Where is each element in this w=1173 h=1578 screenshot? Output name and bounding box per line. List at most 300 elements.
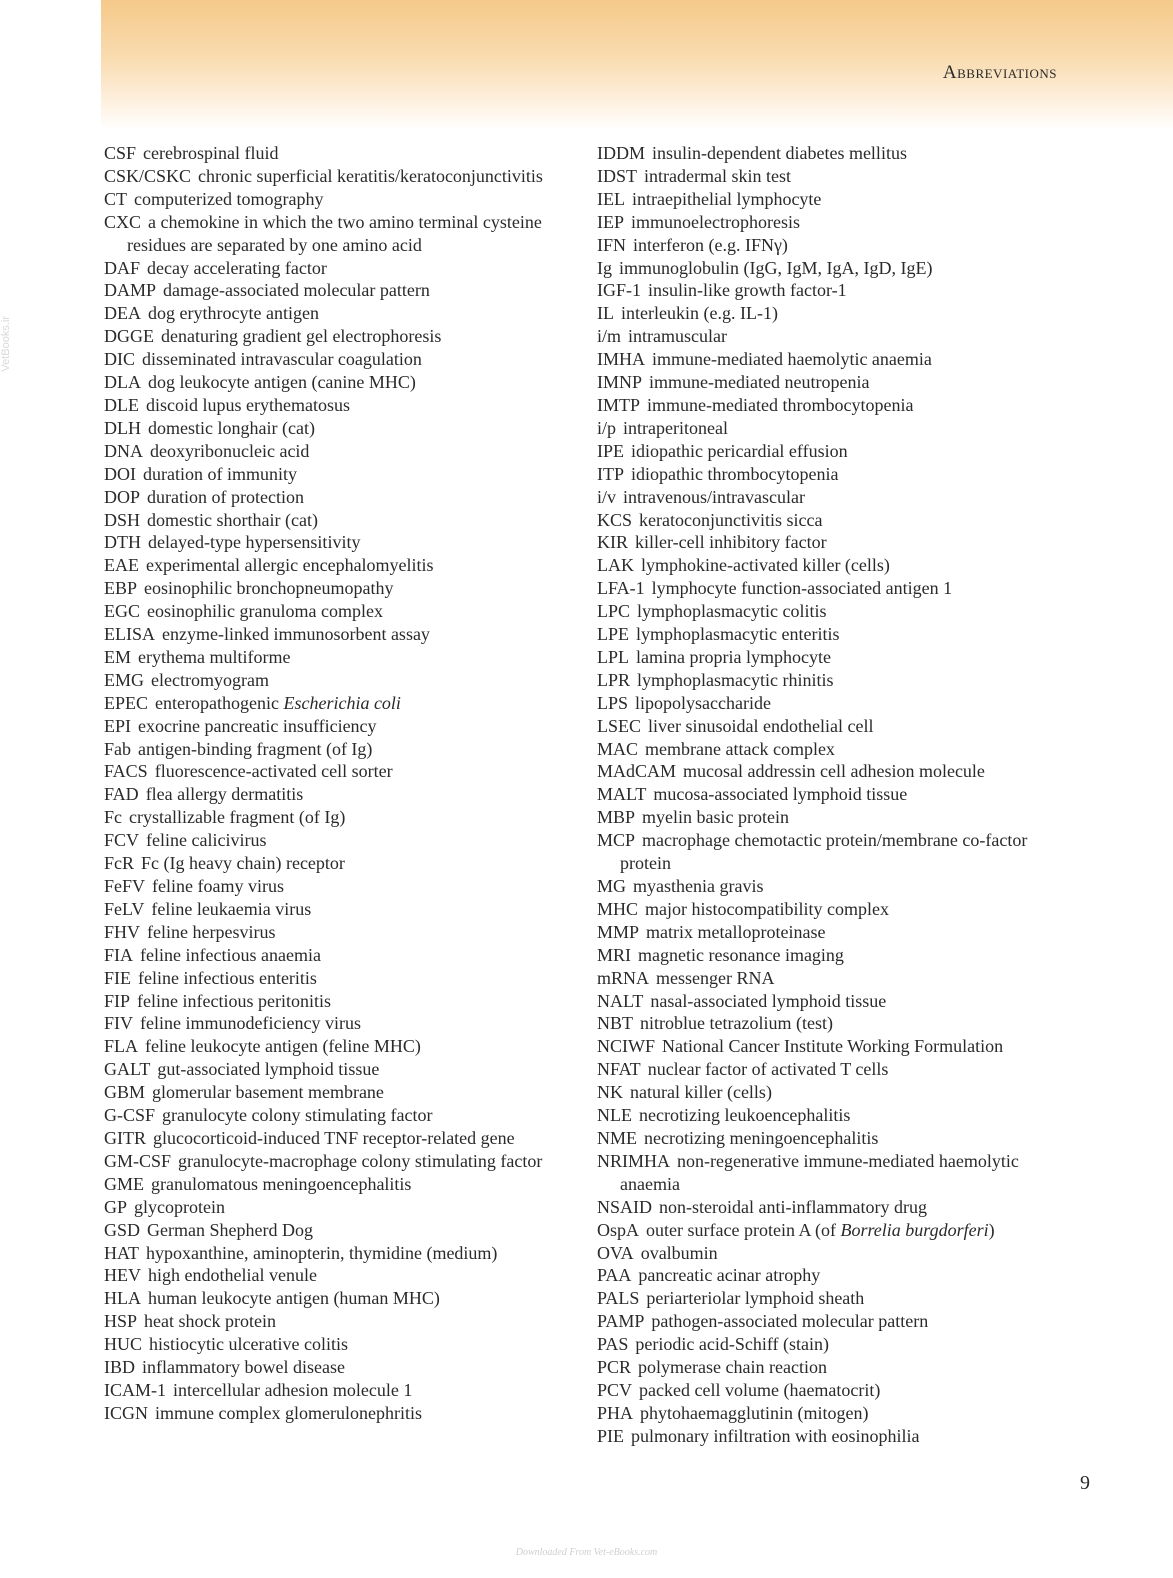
abbreviation-definition: feline infectious anaemia bbox=[140, 944, 321, 965]
abbreviation-term: Fc bbox=[104, 807, 122, 828]
abbreviation-entry bbox=[597, 1310, 1067, 1333]
abbreviation-term: NCIWF bbox=[597, 1036, 655, 1057]
abbreviation-term: DAF bbox=[104, 257, 141, 278]
abbreviation-term: GSD bbox=[104, 1219, 141, 1240]
abbreviation-definition: macrophage chemotactic protein/membrane co-factor protein bbox=[620, 830, 1028, 874]
abbreviation-term: OVA bbox=[597, 1242, 634, 1263]
abbreviation-entry bbox=[597, 1356, 1067, 1379]
abbreviation-term: PALS bbox=[597, 1288, 640, 1309]
abbreviation-definition: human leukocyte antigen (human MHC) bbox=[148, 1288, 440, 1309]
abbreviation-entry bbox=[597, 577, 1067, 600]
abbreviation-term: IL bbox=[597, 303, 614, 324]
abbreviation-definition: eosinophilic bronchopneumopathy bbox=[144, 578, 394, 599]
abbreviation-term: G-CSF bbox=[104, 1105, 156, 1126]
abbreviation-definition: gut-associated lymphoid tissue bbox=[157, 1059, 380, 1080]
abbreviation-definition: eosinophilic granuloma complex bbox=[147, 601, 383, 622]
abbreviation-entry bbox=[104, 760, 574, 783]
abbreviation-definition: idiopathic pericardial effusion bbox=[631, 440, 848, 461]
abbreviation-term: MBP bbox=[597, 807, 636, 828]
abbreviation-definition: feline infectious peritonitis bbox=[137, 990, 331, 1011]
abbreviation-entry bbox=[104, 1127, 574, 1150]
abbreviation-term: FeLV bbox=[104, 898, 145, 919]
abbreviation-definition: chronic superficial keratitis/keratoconjunctivitis bbox=[198, 165, 543, 186]
abbreviation-entry bbox=[597, 806, 1067, 829]
abbreviation-entry bbox=[104, 600, 574, 623]
abbreviation-term: EGC bbox=[104, 601, 140, 622]
abbreviation-definition: granulocyte colony stimulating factor bbox=[162, 1105, 433, 1126]
abbreviation-entry bbox=[104, 1402, 574, 1425]
abbreviation-entry bbox=[104, 142, 574, 165]
abbreviation-definition: messenger RNA bbox=[656, 967, 775, 988]
abbreviation-term: IDST bbox=[597, 165, 637, 186]
abbreviation-entry bbox=[597, 829, 1067, 875]
abbreviation-definition: lipopolysaccharide bbox=[635, 692, 771, 713]
abbreviation-entry bbox=[597, 738, 1067, 761]
abbreviation-entry bbox=[104, 257, 574, 280]
abbreviation-entry bbox=[104, 1287, 574, 1310]
abbreviation-definition: feline immunodeficiency virus bbox=[140, 1013, 361, 1034]
abbreviation-definition: histiocytic ulcerative colitis bbox=[149, 1334, 348, 1355]
abbreviation-entry bbox=[597, 509, 1067, 532]
abbreviation-term: DTH bbox=[104, 532, 141, 553]
abbreviation-entry bbox=[104, 211, 574, 257]
abbreviation-term: IGF-1 bbox=[597, 280, 641, 301]
abbreviation-definition: killer-cell inhibitory factor bbox=[635, 532, 827, 553]
abbreviation-definition: immune-mediated neutropenia bbox=[649, 372, 870, 393]
abbreviation-term: GME bbox=[104, 1173, 144, 1194]
abbreviation-definition: nasal-associated lymphoid tissue bbox=[650, 990, 887, 1011]
abbreviation-definition: immune-mediated thrombocytopenia bbox=[647, 394, 914, 415]
abbreviation-definition: lymphocyte function-associated antigen 1 bbox=[651, 578, 953, 599]
abbreviation-entry bbox=[104, 509, 574, 532]
abbreviation-entry bbox=[104, 990, 574, 1013]
abbreviation-definition: feline infectious enteritis bbox=[138, 967, 317, 988]
abbreviation-term: FCV bbox=[104, 830, 140, 851]
abbreviation-definition: high endothelial venule bbox=[148, 1265, 317, 1286]
abbreviation-term: LPE bbox=[597, 624, 630, 645]
abbreviation-definition: German Shepherd Dog bbox=[147, 1219, 313, 1240]
abbreviation-term: FeFV bbox=[104, 876, 146, 896]
abbreviation-term: DEA bbox=[104, 303, 141, 324]
abbreviation-entry bbox=[104, 646, 574, 669]
abbreviation-entry bbox=[597, 486, 1067, 509]
abbreviation-term: OspA bbox=[597, 1219, 640, 1240]
abbreviation-term: MCP bbox=[597, 830, 636, 851]
abbreviation-entry bbox=[597, 1425, 1067, 1448]
abbreviation-definition: idiopathic thrombocytopenia bbox=[631, 463, 839, 484]
abbreviation-term: LAK bbox=[597, 555, 634, 576]
abbreviation-definition: periarteriolar lymphoid sheath bbox=[646, 1288, 865, 1309]
abbreviation-entry bbox=[104, 165, 574, 188]
abbreviation-entry bbox=[104, 898, 574, 921]
abbreviation-term: HUC bbox=[104, 1334, 143, 1355]
abbreviation-term: NALT bbox=[597, 990, 644, 1011]
abbreviation-definition: disseminated intravascular coagulation bbox=[142, 349, 422, 370]
abbreviation-definition: pulmonary infiltration with eosinophilia bbox=[631, 1425, 920, 1446]
abbreviation-entry bbox=[104, 875, 574, 898]
abbreviation-term: IMHA bbox=[597, 349, 645, 370]
abbreviation-definition: magnetic resonance imaging bbox=[638, 944, 844, 965]
abbreviation-term: MRI bbox=[597, 944, 632, 965]
abbreviation-term: GITR bbox=[104, 1127, 146, 1148]
abbreviation-definition: packed cell volume (haematocrit) bbox=[639, 1379, 881, 1400]
abbreviation-definition: delayed-type hypersensitivity bbox=[148, 532, 361, 553]
abbreviation-term: IBD bbox=[104, 1357, 135, 1378]
abbreviation-entry bbox=[104, 738, 574, 761]
abbreviation-definition-italic: Escherichia coli bbox=[283, 692, 401, 713]
abbreviation-definition: damage-associated molecular pattern bbox=[163, 280, 430, 301]
abbreviation-entry bbox=[104, 348, 574, 371]
abbreviation-term: MMP bbox=[597, 921, 640, 942]
abbreviation-entry bbox=[104, 394, 574, 417]
abbreviation-entry bbox=[597, 348, 1067, 371]
abbreviation-entry bbox=[597, 1333, 1067, 1356]
abbreviation-entry bbox=[597, 898, 1067, 921]
abbreviation-term: GM-CSF bbox=[104, 1150, 172, 1171]
abbreviation-definition: polymerase chain reaction bbox=[638, 1357, 827, 1378]
abbreviation-term: NBT bbox=[597, 1013, 633, 1034]
abbreviation-entry bbox=[104, 325, 574, 348]
abbreviation-definition: insulin-like growth factor-1 bbox=[648, 280, 847, 301]
abbreviation-entry bbox=[597, 875, 1067, 898]
abbreviation-entry bbox=[597, 531, 1067, 554]
abbreviation-entry bbox=[597, 1242, 1067, 1265]
abbreviation-entry bbox=[104, 806, 574, 829]
abbreviation-entry bbox=[104, 1081, 574, 1104]
abbreviation-term: FIP bbox=[104, 990, 131, 1011]
abbreviation-entry bbox=[104, 1264, 574, 1287]
abbreviation-definition: intramuscular bbox=[628, 326, 727, 347]
abbreviation-entry bbox=[597, 990, 1067, 1013]
abbreviation-definition: myasthenia gravis bbox=[633, 876, 764, 896]
abbreviation-term: DNA bbox=[104, 440, 143, 461]
abbreviation-entry bbox=[597, 1402, 1067, 1425]
abbreviation-definition: feline leukocyte antigen (feline MHC) bbox=[145, 1036, 421, 1057]
abbreviation-term: FLA bbox=[104, 1036, 139, 1057]
abbreviation-definition: duration of immunity bbox=[143, 463, 297, 484]
abbreviation-definition: intercellular adhesion molecule 1 bbox=[173, 1379, 413, 1400]
abbreviation-entry bbox=[104, 554, 574, 577]
abbreviation-term: CT bbox=[104, 188, 128, 209]
abbreviation-entry bbox=[597, 1150, 1067, 1196]
abbreviation-term: MG bbox=[597, 876, 627, 896]
abbreviation-entry bbox=[597, 760, 1067, 783]
abbreviation-term: MAC bbox=[597, 738, 639, 759]
abbreviation-entry bbox=[104, 1310, 574, 1333]
abbreviation-definition: dog erythrocyte antigen bbox=[148, 303, 319, 324]
abbreviation-term: i/v bbox=[597, 486, 617, 507]
abbreviation-definition: intradermal skin test bbox=[644, 165, 791, 186]
abbreviation-term: PIE bbox=[597, 1425, 624, 1446]
abbreviation-term: EMG bbox=[104, 669, 144, 690]
abbreviation-term: EAE bbox=[104, 555, 139, 576]
abbreviation-definition: denaturing gradient gel electrophoresis bbox=[161, 326, 442, 347]
abbreviation-entry bbox=[597, 669, 1067, 692]
abbreviation-definition: major histocompatibility complex bbox=[645, 898, 889, 919]
abbreviation-entry bbox=[597, 623, 1067, 646]
abbreviation-term: NFAT bbox=[597, 1059, 641, 1080]
abbreviation-entry bbox=[597, 921, 1067, 944]
abbreviation-definition: hypoxanthine, aminopterin, thymidine (medium) bbox=[146, 1242, 498, 1263]
abbreviation-term: i/p bbox=[597, 417, 617, 438]
abbreviation-definition: glucocorticoid-induced TNF receptor-related gene bbox=[153, 1127, 515, 1148]
abbreviation-entry bbox=[597, 646, 1067, 669]
abbreviation-definition: electromyogram bbox=[151, 669, 269, 690]
abbreviation-entry bbox=[597, 1219, 1067, 1242]
abbreviation-term: MAdCAM bbox=[597, 761, 677, 782]
abbreviation-term: DLH bbox=[104, 417, 141, 438]
abbreviation-term: IDDM bbox=[597, 143, 645, 163]
abbreviation-term: NK bbox=[597, 1082, 623, 1103]
abbreviation-term: HSP bbox=[104, 1311, 138, 1332]
abbreviation-term: PCV bbox=[597, 1379, 633, 1400]
abbreviation-entry bbox=[597, 211, 1067, 234]
abbreviation-term: KIR bbox=[597, 532, 628, 553]
abbreviation-entry bbox=[597, 1012, 1067, 1035]
abbreviation-term: IMNP bbox=[597, 372, 643, 393]
abbreviation-entry bbox=[104, 692, 574, 715]
abbreviation-entry bbox=[104, 188, 574, 211]
abbreviation-term: DIC bbox=[104, 349, 135, 370]
abbreviation-term: GP bbox=[104, 1196, 128, 1217]
abbreviation-definition: necrotizing meningoencephalitis bbox=[644, 1127, 879, 1148]
abbreviation-definition: glomerular basement membrane bbox=[152, 1082, 384, 1103]
abbreviation-entry bbox=[104, 783, 574, 806]
abbreviation-entry bbox=[597, 1264, 1067, 1287]
abbreviation-term: HEV bbox=[104, 1265, 141, 1286]
abbreviation-entry bbox=[104, 1150, 574, 1173]
abbreviation-entry bbox=[104, 1012, 574, 1035]
abbreviation-term: NSAID bbox=[597, 1196, 653, 1217]
abbreviation-definition: non-steroidal anti-inflammatory drug bbox=[659, 1196, 927, 1217]
abbreviation-entry bbox=[597, 692, 1067, 715]
abbreviation-entry bbox=[597, 554, 1067, 577]
abbreviation-entry bbox=[104, 1035, 574, 1058]
abbreviation-entry bbox=[104, 1173, 574, 1196]
abbreviation-definition: crystallizable fragment (of Ig) bbox=[129, 807, 346, 828]
abbreviation-term: LPC bbox=[597, 601, 631, 622]
abbreviation-entry bbox=[104, 463, 574, 486]
abbreviation-term: FACS bbox=[104, 761, 148, 782]
abbreviation-term: DAMP bbox=[104, 280, 157, 301]
abbreviation-entry bbox=[104, 486, 574, 509]
abbreviation-entry bbox=[597, 1196, 1067, 1219]
abbreviation-definition-suffix: ) bbox=[988, 1219, 995, 1240]
abbreviation-term: EPI bbox=[104, 715, 131, 736]
abbreviation-term: HAT bbox=[104, 1242, 139, 1263]
abbreviation-definition: membrane attack complex bbox=[645, 738, 835, 759]
abbreviation-term: DGGE bbox=[104, 326, 154, 347]
abbreviation-definition: myelin basic protein bbox=[642, 807, 789, 828]
abbreviation-entry bbox=[597, 188, 1067, 211]
abbreviation-definition: nitroblue tetrazolium (test) bbox=[640, 1013, 833, 1034]
abbreviation-term: DOP bbox=[104, 486, 141, 507]
abbreviation-term: IMTP bbox=[597, 394, 641, 415]
abbreviation-entry bbox=[597, 279, 1067, 302]
abbreviation-entry bbox=[597, 440, 1067, 463]
abbreviation-definition: antigen-binding fragment (of Ig) bbox=[138, 738, 373, 759]
running-head-text: Abbreviations bbox=[942, 62, 1057, 83]
abbreviation-entry bbox=[104, 921, 574, 944]
abbreviation-term: CSF bbox=[104, 143, 137, 163]
abbreviation-definition: keratoconjunctivitis sicca bbox=[639, 509, 823, 530]
abbreviation-definition: intravenous/intravascular bbox=[623, 486, 805, 507]
abbreviation-entry bbox=[597, 600, 1067, 623]
abbreviation-definition: exocrine pancreatic insufficiency bbox=[138, 715, 377, 736]
abbreviation-definition: immunoelectrophoresis bbox=[631, 211, 800, 232]
abbreviation-entry bbox=[597, 1035, 1067, 1058]
abbreviation-entry bbox=[597, 944, 1067, 967]
abbreviation-definition: granulomatous meningoencephalitis bbox=[151, 1173, 412, 1194]
abbreviation-definition: natural killer (cells) bbox=[630, 1082, 772, 1103]
abbreviation-entry bbox=[597, 142, 1067, 165]
abbreviation-entry bbox=[597, 1058, 1067, 1081]
abbreviation-term: PAMP bbox=[597, 1311, 645, 1332]
abbreviation-term: GBM bbox=[104, 1082, 146, 1103]
abbreviation-definition: immune complex glomerulonephritis bbox=[155, 1402, 422, 1423]
abbreviation-term: DSH bbox=[104, 509, 141, 530]
abbreviation-entry bbox=[597, 165, 1067, 188]
abbreviation-definition: feline leukaemia virus bbox=[151, 898, 312, 919]
abbreviation-term: Ig bbox=[597, 257, 612, 278]
abbreviation-term: PAA bbox=[597, 1265, 632, 1286]
abbreviation-definition: phytohaemagglutinin (mitogen) bbox=[640, 1402, 869, 1423]
abbreviation-entry bbox=[597, 234, 1067, 257]
abbreviation-definition: decay accelerating factor bbox=[147, 257, 327, 278]
abbreviation-entry bbox=[597, 325, 1067, 348]
side-watermark: VetBooks.ir bbox=[0, 316, 12, 372]
abbreviation-term: LFA-1 bbox=[597, 578, 645, 599]
abbreviation-definition: immune-mediated haemolytic anaemia bbox=[652, 349, 932, 370]
abbreviation-entry bbox=[597, 417, 1067, 440]
abbreviation-entry bbox=[104, 417, 574, 440]
abbreviation-entry bbox=[104, 715, 574, 738]
abbreviation-definition: heat shock protein bbox=[144, 1311, 276, 1332]
abbreviation-term: IPE bbox=[597, 440, 624, 461]
abbreviation-term: Fab bbox=[104, 738, 131, 759]
abbreviation-definition: flea allergy dermatitis bbox=[145, 784, 304, 805]
abbreviation-term: FIV bbox=[104, 1013, 134, 1034]
abbreviation-term: i/m bbox=[597, 326, 622, 347]
abbreviation-term: ICGN bbox=[104, 1402, 148, 1423]
abbreviation-term: PCR bbox=[597, 1357, 632, 1378]
abbreviation-definition: intraepithelial lymphocyte bbox=[631, 188, 822, 209]
abbreviation-term: FIE bbox=[104, 967, 131, 988]
abbreviation-entry bbox=[104, 531, 574, 554]
right-column bbox=[597, 142, 1067, 1448]
abbreviation-definition: domestic shorthair (cat) bbox=[147, 509, 318, 530]
abbreviation-entry bbox=[104, 852, 574, 875]
abbreviation-term: FHV bbox=[104, 921, 141, 942]
abbreviation-entry bbox=[104, 1104, 574, 1127]
abbreviation-term: ELISA bbox=[104, 624, 155, 645]
abbreviation-term: EBP bbox=[104, 578, 138, 599]
abbreviation-definition: feline calicivirus bbox=[146, 830, 267, 851]
abbreviation-entry bbox=[104, 371, 574, 394]
abbreviation-term: GALT bbox=[104, 1059, 151, 1080]
abbreviation-definition: erythema multiforme bbox=[138, 646, 291, 667]
footer-watermark: Downloaded From Vet-eBooks.com bbox=[515, 1547, 658, 1558]
abbreviation-definition: feline herpesvirus bbox=[147, 921, 276, 942]
abbreviation-entry bbox=[104, 944, 574, 967]
abbreviation-term: NLE bbox=[597, 1105, 632, 1126]
abbreviation-entry bbox=[104, 829, 574, 852]
abbreviation-entry bbox=[597, 783, 1067, 806]
page-number: 9 bbox=[1080, 1472, 1090, 1494]
abbreviation-definition: insulin-dependent diabetes mellitus bbox=[652, 143, 907, 163]
abbreviation-entry bbox=[597, 1104, 1067, 1127]
abbreviation-term: mRNA bbox=[597, 967, 650, 988]
abbreviation-term: LPL bbox=[597, 646, 630, 667]
abbreviation-term: LSEC bbox=[597, 715, 642, 736]
abbreviation-definition: liver sinusoidal endothelial cell bbox=[648, 715, 874, 736]
abbreviation-term: DOI bbox=[104, 463, 136, 484]
abbreviation-term: HLA bbox=[104, 1288, 141, 1309]
abbreviation-term: FAD bbox=[104, 784, 139, 805]
abbreviation-definition: deoxyribonucleic acid bbox=[150, 440, 310, 461]
abbreviation-term: PHA bbox=[597, 1402, 634, 1423]
abbreviation-entry bbox=[104, 1356, 574, 1379]
abbreviation-entry bbox=[597, 371, 1067, 394]
abbreviation-entry bbox=[597, 1127, 1067, 1150]
abbreviation-definition: mucosal addressin cell adhesion molecule bbox=[683, 761, 985, 782]
abbreviation-term: PAS bbox=[597, 1334, 629, 1355]
abbreviation-definition: computerized tomography bbox=[134, 188, 324, 209]
abbreviation-definition: domestic longhair (cat) bbox=[148, 417, 315, 438]
abbreviation-entry bbox=[104, 967, 574, 990]
abbreviation-definition: Fc (Ig heavy chain) receptor bbox=[141, 853, 345, 874]
abbreviation-entry bbox=[104, 669, 574, 692]
abbreviation-entry bbox=[597, 1081, 1067, 1104]
abbreviation-definition: lamina propria lymphocyte bbox=[636, 646, 831, 667]
running-head bbox=[943, 62, 1057, 84]
abbreviation-definition: National Cancer Institute Working Formulation bbox=[662, 1036, 1004, 1057]
abbreviation-entry bbox=[597, 715, 1067, 738]
abbreviation-term: DLA bbox=[104, 372, 141, 393]
abbreviation-entry bbox=[597, 463, 1067, 486]
abbreviation-entry bbox=[104, 1058, 574, 1081]
abbreviation-definition: mucosa-associated lymphoid tissue bbox=[653, 784, 908, 805]
abbreviation-entry bbox=[597, 394, 1067, 417]
abbreviation-term: FcR bbox=[104, 853, 135, 874]
abbreviation-entry bbox=[597, 967, 1067, 990]
abbreviation-definition: feline foamy virus bbox=[152, 876, 284, 896]
abbreviation-term: KCS bbox=[597, 509, 633, 530]
abbreviation-entry bbox=[104, 623, 574, 646]
abbreviation-definition: pancreatic acinar atrophy bbox=[638, 1265, 821, 1286]
abbreviation-definition: lymphoplasmacytic colitis bbox=[637, 601, 827, 622]
abbreviation-term: IFN bbox=[597, 234, 627, 255]
abbreviation-entry bbox=[104, 1219, 574, 1242]
abbreviation-definition: matrix metalloproteinase bbox=[646, 921, 826, 942]
abbreviation-definition: cerebrospinal fluid bbox=[143, 143, 279, 163]
abbreviation-definition: enzyme-linked immunosorbent assay bbox=[162, 624, 430, 645]
abbreviation-definition: fluorescence-activated cell sorter bbox=[154, 761, 393, 782]
abbreviation-term: ITP bbox=[597, 463, 624, 484]
abbreviation-definition: interleukin (e.g. IL-1) bbox=[621, 303, 778, 324]
abbreviation-definition: lymphokine-activated killer (cells) bbox=[641, 555, 890, 576]
abbreviation-entry bbox=[104, 1196, 574, 1219]
abbreviation-definition: periodic acid-Schiff (stain) bbox=[635, 1334, 829, 1355]
abbreviation-definition: duration of protection bbox=[147, 486, 304, 507]
abbreviation-entry bbox=[104, 1242, 574, 1265]
abbreviation-entry bbox=[104, 302, 574, 325]
abbreviation-definition: discoid lupus erythematosus bbox=[146, 394, 350, 415]
abbreviation-definition: granulocyte-macrophage colony stimulating factor bbox=[178, 1150, 543, 1171]
abbreviation-term: NRIMHA bbox=[597, 1150, 671, 1171]
abbreviation-term: CSK/CSKC bbox=[104, 165, 192, 186]
abbreviation-definition: outer surface protein A (of bbox=[646, 1219, 836, 1240]
